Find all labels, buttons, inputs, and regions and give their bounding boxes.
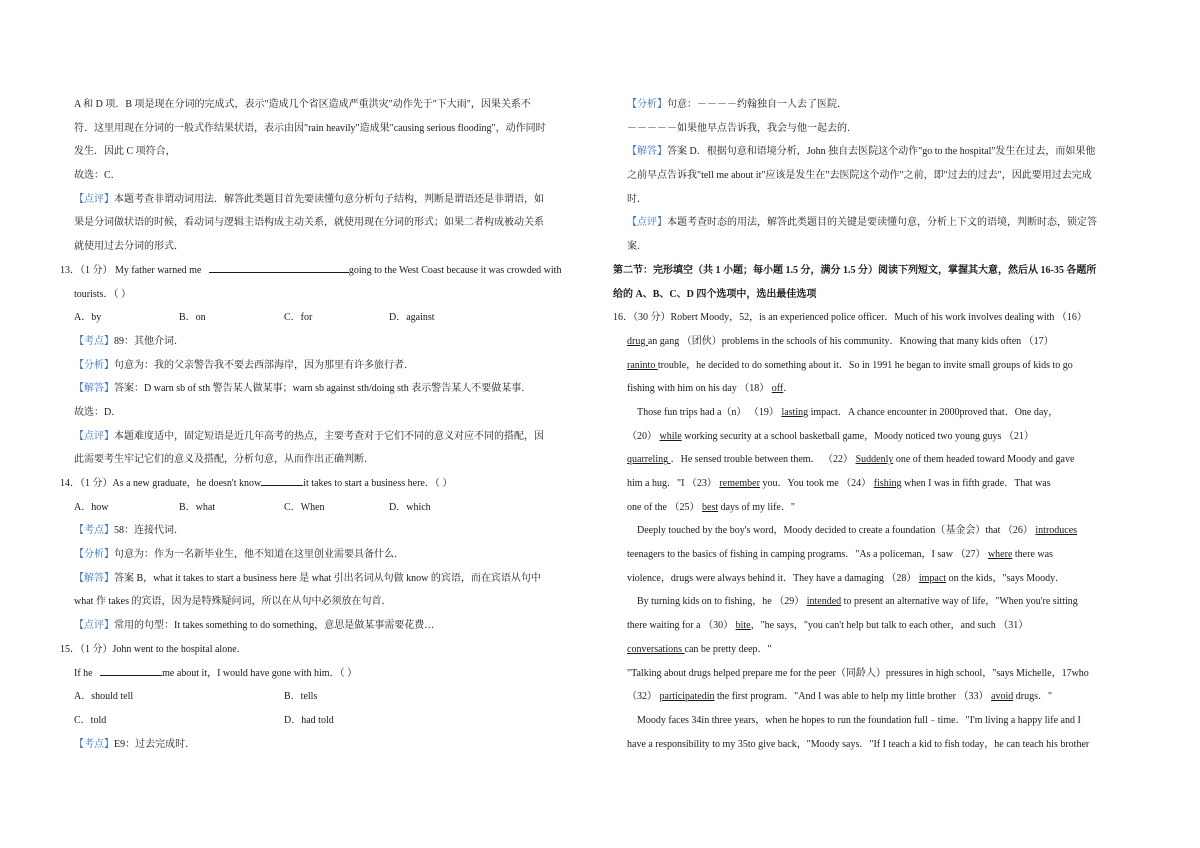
answer-23: remember [719, 478, 760, 489]
section-heading-1: 第二节：完形填空（共 1 小题；每小题 1.5 分，满分 1.5 分）阅读下列短文，掌握其大意，然后从 16-35 各题所 [613, 264, 1097, 276]
passage-line-13: By turning kids on to fishing，he （29） intended to present an alternative way of life，"When you're sitting [637, 596, 1078, 608]
passage-line-5: Those fun trips had a（n） （19） lasting impact．A chance encounter in 2000proved that．One day， [637, 406, 1059, 418]
q14-kaodian: 【考点】58：连接代词． [74, 525, 184, 537]
q15-blank [100, 665, 162, 676]
q14-option-a: A．how [74, 501, 109, 513]
q14-options [74, 496, 610, 520]
q14-jieda-1: 【解答】答案 B，what it takes to start a business here 是 what 引出名词从句做 know 的宾语，而在宾语从句中 [74, 572, 541, 584]
answer-19: lasting [781, 406, 809, 418]
q12-comment-line-1: 【点评】本题考查非谓动词用法．解答此类题目首先要读懂句意分析句子结构，判断是谓语还是非谓语，如 [74, 193, 544, 205]
q14-option-d: D．which [389, 501, 431, 513]
q13-option-a: A．by [74, 312, 102, 324]
answer-21: quarreling [627, 454, 671, 466]
q13-dianping-2: 此需要考生牢记它们的意义及搭配，分析句意，从而作出正确判断． [74, 454, 374, 466]
passage-line-1: 16．（30 分）Robert Moody，52，is an experienced police officer．Much of his work involves dealing with （16） [613, 312, 1087, 324]
q14-stem: 14．（1 分）As a new graduate，he doesn't know it takes to start a business here．（ ） [60, 472, 610, 496]
answer-26: introduces [1035, 525, 1078, 537]
q15-stem: If he me about it，I would have gone with him．（ ） [74, 662, 610, 686]
passage-line-17: （32） participatedin the first program．"And I was able to help my little brother （33） avoid drugs．" [627, 691, 1053, 703]
q15-option-a: A．should tell [74, 691, 134, 703]
comment-tag: 【点评】 [74, 193, 114, 205]
answer-18: off [771, 383, 784, 395]
passage-line-11: teenagers to the basics of fishing in camping programs．"As a policeman，I saw （27） where there was [627, 549, 1053, 561]
answer-27: where [987, 549, 1013, 561]
q14-jieda-2: what 作 takes 的宾语，因为是特殊疑问词，所以在从句中必须放在句首． [74, 596, 392, 608]
passage-line-9: one of the （25） best days of my life．" [627, 501, 795, 513]
q15-option-b: B．tells [284, 691, 318, 703]
passage-line-18: Moody faces 34in three years，when he hopes to run the foundation full﹣time．"I'm living a happy life and I [637, 714, 1081, 726]
passage-line-3: raninto trouble，he decided to do something about it．So in 1991 he began to invite small groups of kids to go [627, 359, 1073, 371]
answer-31: conversations [627, 643, 685, 655]
q13-option-b: B．on [179, 312, 206, 324]
q15-fenxi: 【分析】句意：－－－－约翰独自一人去了医院． [627, 99, 847, 110]
q13-dianping-1: 【点评】本题难度适中，固定短语是近几年高考的热点，主要考查对于它们不同的意义对应不同的搭配，因 [74, 430, 544, 442]
passage-line-7: quarreling ．He sensed trouble between them． （22） Suddenly one of them headed toward Moody and gave [627, 454, 1075, 466]
passage-line-16: "Talking about drugs helped prepare me for the peer（同龄人）pressures in high school，"says Michelle，17who [627, 667, 1089, 679]
prev-answer-line-1: A 和 D 项．B 项是现在分词的完成式，表示"造成几个省区造成严重洪灾"动作先于"下大雨"，因果关系不 [74, 99, 531, 110]
q13-kaodian: 【考点】89：其他介词． [74, 335, 184, 347]
passage-line-12: violence，drugs were always behind it．They have a damaging （28） impact on the kids，"says Moody． [627, 572, 1066, 584]
q12-comment-line-3: 就使用过去分词的形式． [74, 241, 184, 253]
section-heading-2: 给的 A、B、C、D 四个选项中，选出最佳选项 [613, 288, 817, 300]
q12-comment-line-2: 果是分词做状语的时候，看动词与逻辑主语构成主动关系，就使用现在分词的形式；如果二者构成被动关系 [74, 217, 544, 229]
q13-choice: 故选：D． [74, 406, 122, 418]
q14-dianping: 【点评】常用的句型：It takes something to do something，意思是做某事需要花费… [74, 620, 435, 632]
q15-options-row-2 [74, 709, 610, 733]
q13-jieda: 【解答】答案：D warn sb of sth 警告某人做某事；warn sb against sth/doing sth 表示警告某人不要做某事． [74, 383, 532, 395]
q15-option-c: C．told [74, 714, 107, 726]
passage-line-4: fishing with him on his day （18） off． [627, 383, 794, 395]
q14-option-c: C．When [284, 501, 325, 513]
passage-line-8: him a hug．"I （23） remember you．You took me （24） fishing when I was in fifth grade．That was [627, 478, 1051, 489]
q15-option-d: D．had told [284, 714, 334, 726]
q15-kaodian: 【考点】E9：过去完成时． [74, 738, 196, 750]
prev-choice: 故选：C． [74, 170, 121, 182]
q15-intro: 15．（1 分）John went to the hospital alone． [60, 643, 247, 655]
answer-25: best [702, 501, 719, 513]
passage-line-15: conversations can be pretty deep．" [627, 643, 772, 655]
q13-options [74, 306, 610, 330]
left-column [60, 93, 610, 756]
passage-line-19: have a responsibility to my 35to give back，"Moody says．"If I teach a kid to fish today，he can teach his brother [627, 738, 1090, 750]
passage-line-2: drug an gang （团伙）problems in the schools of his community．Knowing that many kids often （17） [627, 335, 1054, 347]
answer-28: impact [918, 572, 947, 584]
answer-24: fishing [873, 478, 902, 489]
q15-jieda-2: 之前早点告诉我"tell me about it"应该是发生在"去医院这个动作"之前，即"过去的过去"，因此要用过去完成 [627, 170, 1092, 182]
passage-line-14: there waiting for a （30） bite，"he says，"you can't help but talk to each other，and such （31） [627, 620, 1029, 632]
answer-30: bite [735, 620, 751, 632]
q15-dianping-2: 案． [627, 241, 647, 253]
q13-option-c: C．for [284, 312, 313, 324]
q15-options-row-1 [74, 685, 610, 709]
answer-20: while [659, 430, 682, 442]
q15-jieda-1: 【解答】答案 D．根据句意和语境分析，John 独自去医院这个动作"go to the hospital"发生在过去，而如果他 [627, 146, 1096, 158]
q15-jieda-3: 时． [627, 193, 647, 205]
prev-answer-line-3: 发生．因此 C 项符合， [74, 146, 176, 158]
q13-option-d: D．against [389, 312, 435, 324]
answer-22: Suddenly [855, 454, 894, 466]
q14-fenxi: 【分析】句意为：作为一名新毕业生，他不知道在这里创业需要具备什么． [74, 549, 404, 561]
q15-fenxi-2: －－－－－如果他早点告诉我，我会与他一起去的． [627, 122, 857, 134]
q13-stem-cont: tourists．（ ） [74, 288, 131, 300]
answer-32: participatedin [659, 691, 715, 703]
q13-fenxi: 【分析】句意为：我的父亲警告我不要去西部海岸，因为那里有许多旅行者． [74, 359, 414, 371]
q13-blank [209, 262, 349, 273]
passage-line-6: （20） while working security at a school basketball game，Moody noticed two young guys （21） [627, 430, 1034, 442]
passage-line-10: Deeply touched by the boy's word，Moody decided to create a foundation（基金会）that （26） introduces [637, 525, 1078, 537]
right-column [613, 93, 1139, 756]
q14-blank [261, 475, 303, 486]
q13-stem: 13．（1 分） My father warned me going to the West Coast because it was crowded with [60, 259, 610, 283]
q14-option-b: B．what [179, 501, 216, 513]
prev-answer-line-2: 符．这里用现在分词的一般式作结果状语，表示由因"rain heavily"造成果"causing serious flooding"，动作同时 [74, 122, 546, 134]
answer-33: avoid [991, 691, 1014, 703]
q15-dianping-1: 【点评】本题考查时态的用法，解答此类题目的关键是要读懂句意，分析上下文的语境，判断时态，锁定答 [627, 217, 1097, 229]
answer-29: intended [806, 596, 842, 608]
